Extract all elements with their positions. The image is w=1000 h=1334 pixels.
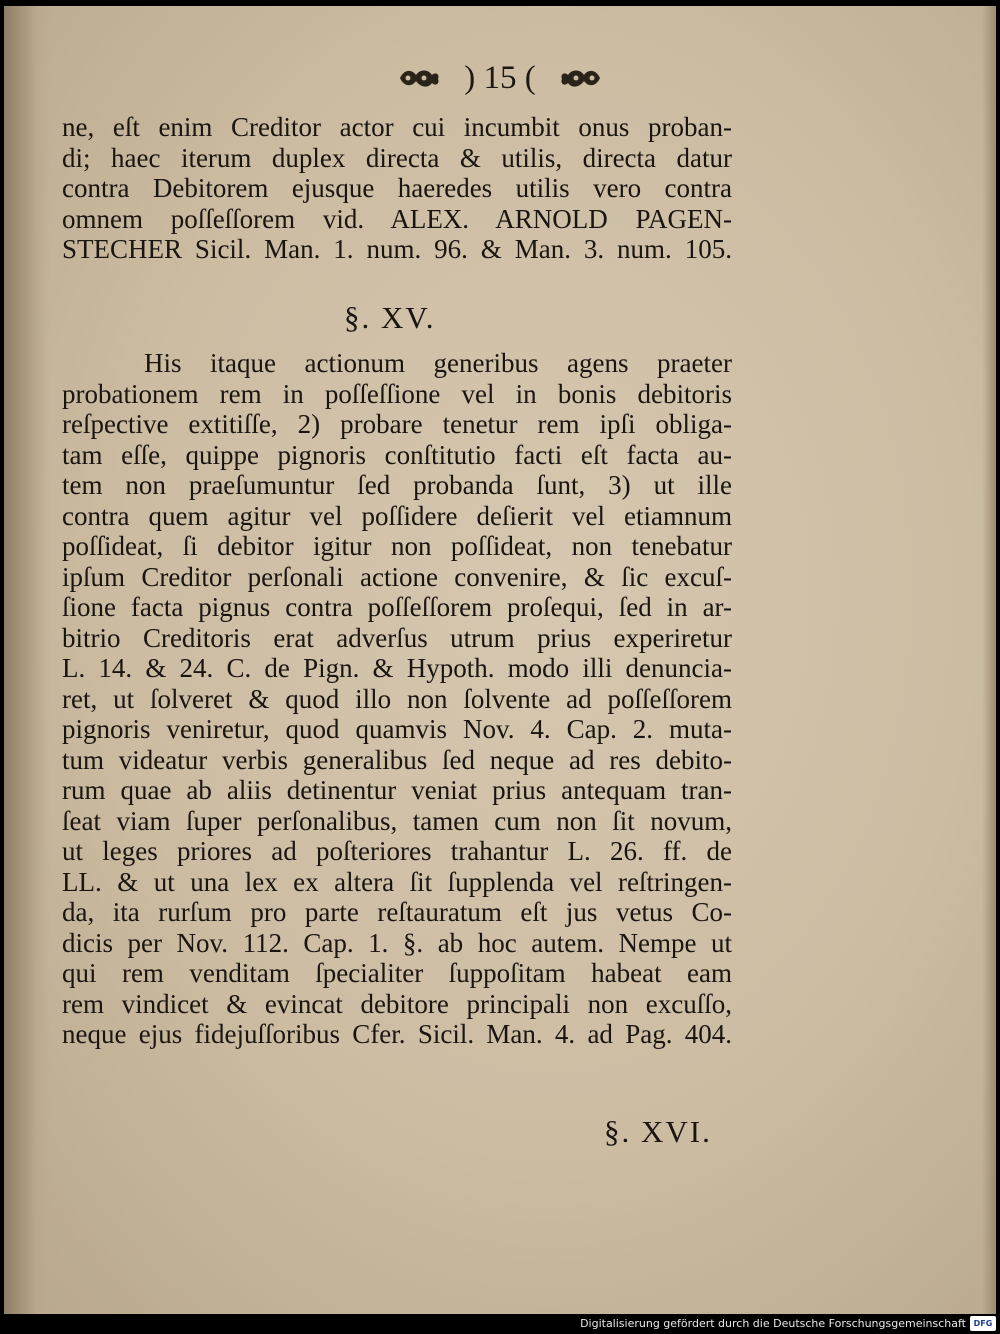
text-line: ut leges priores ad poſteriores trahantur L. 26. ff. de xyxy=(62,836,732,866)
text-line: rem vindicet & evincat debitore principali non excuſſo, xyxy=(62,988,732,1019)
text-line: da, ita rurſum pro parte reſtauratum eſt jus vetus Co- xyxy=(62,897,732,927)
text-line: omnem poſſeſſorem vid. ALEX. ARNOLD PAGEN- xyxy=(62,203,732,234)
text-line: di; haec iterum duplex directa & utilis, directa datur xyxy=(62,142,732,173)
text-line: His itaque actionum generibus agens praeter xyxy=(144,348,732,378)
page-header xyxy=(4,58,996,97)
page-number: ) 15 ( xyxy=(464,59,536,96)
section-heading-xv: §. XV. xyxy=(344,300,436,335)
text-line: rum quae ab aliis detinentur veniat prius antequam tran- xyxy=(62,775,732,805)
paragraph-main xyxy=(62,348,732,1050)
right-ornament-icon xyxy=(558,67,604,89)
text-line: probationem rem in poſſeſſione vel in bonis debitoris xyxy=(62,378,732,409)
dfg-logo-icon: DFG xyxy=(970,1316,996,1331)
text-line: contra Debitorem ejusque haeredes utilis vero contra xyxy=(62,173,732,203)
text-line: ſeat viam ſuper perſonalibus, tamen cum non ſit novum, xyxy=(62,805,732,836)
text-line: contra quem agitur vel poſſidere deſierit vel etiamnum xyxy=(62,500,732,531)
text-line: neque ejus fidejuſſoribus Cfer. Sicil. Man. 4. ad Pag. 404. xyxy=(62,1019,732,1049)
paragraph-continuation xyxy=(62,112,732,265)
text-line: LL. & ut una lex ex altera ſit ſupplenda vel reſtringen- xyxy=(62,866,732,897)
text-line: L. 14. & 24. C. de Pign. & Hypoth. modo illi denuncia- xyxy=(62,653,732,683)
left-ornament-icon xyxy=(396,67,442,89)
text-line: pignoris veniretur, quod quamvis Nov. 4. Cap. 2. muta- xyxy=(62,714,732,744)
text-line: ne, eſt enim Creditor actor cui incumbit onus proban- xyxy=(62,112,732,142)
text-line: ipſum Creditor perſonali actione convenire, & ſic excuſ- xyxy=(62,561,732,592)
text-line: poſſideat, ſi debitor igitur non poſſideat, non tenebatur xyxy=(62,531,732,561)
text-line: reſpective extitiſſe, 2) probare tenetur rem ipſi obliga- xyxy=(62,409,732,439)
text-line: ret, ut ſolveret & quod illo non ſolvente ad poſſeſſorem xyxy=(62,683,732,714)
text-line: tam eſſe, quippe pignoris conſtitutio facti eſt facta au- xyxy=(62,439,732,470)
text-line: STECHER Sicil. Man. 1. num. 96. & Man. 3. num. 105. xyxy=(62,234,732,264)
text-line: tum videatur verbis generalibus ſed neque ad res debito- xyxy=(62,744,732,775)
text-line: bitrio Creditoris erat adverſus utrum prius experiretur xyxy=(62,622,732,653)
text-line: ſione facta pignus contra poſſeſſorem proſequi, ſed in ar- xyxy=(62,592,732,622)
text-line: dicis per Nov. 112. Cap. 1. §. ab hoc autem. Nempe ut xyxy=(62,927,732,958)
book-page xyxy=(4,6,996,1314)
text-line: qui rem venditam ſpecialiter ſuppoſitam habeat eam xyxy=(62,958,732,988)
funding-notice: Digitalisierung gefördert durch die Deutsche Forschungsgemeinschaft xyxy=(580,1317,966,1330)
text-line: tem non praeſumuntur ſed probanda ſunt, 3) ut ille xyxy=(62,470,732,500)
footer-bar xyxy=(0,1314,1000,1334)
section-heading-xvi: §. XVI. xyxy=(604,1114,712,1149)
